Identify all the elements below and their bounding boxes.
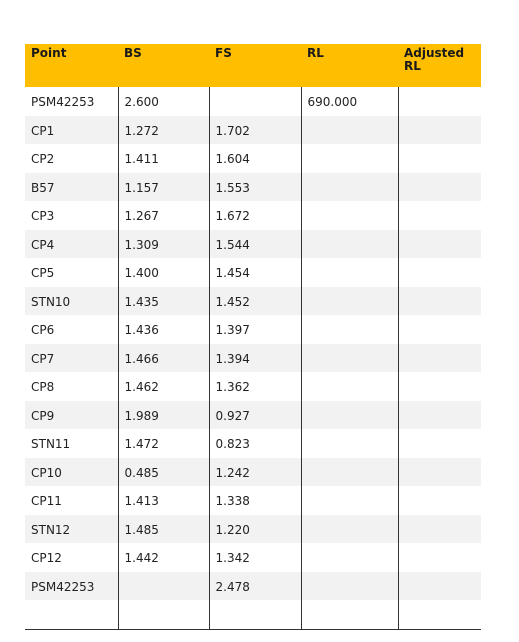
cell-rl	[301, 543, 398, 572]
cell-point: CP10	[25, 458, 118, 487]
cell-bs	[118, 600, 209, 629]
cell-point: CP5	[31, 266, 55, 281]
cell-bs: 1.267	[118, 201, 209, 230]
table-body	[25, 87, 481, 629]
cell-adjusted-rl	[398, 372, 481, 401]
cell-point: CP4	[25, 230, 118, 259]
cell-bs: 2.600	[118, 87, 209, 116]
table-row	[25, 230, 481, 259]
table-row	[25, 201, 481, 230]
cell-fs: 1.362	[209, 372, 301, 401]
cell-bs: 1.411	[118, 144, 209, 173]
cell-fs: 1.553	[209, 173, 301, 202]
header-adjusted-rl: Adjusted RL	[398, 44, 481, 87]
table-row	[25, 543, 481, 572]
cell-point	[25, 600, 118, 629]
cell-adjusted-rl	[398, 515, 481, 544]
cell-fs: 1.544	[209, 230, 301, 259]
cell-adjusted-rl	[398, 543, 481, 572]
table-row	[25, 515, 481, 544]
table-row	[25, 572, 481, 601]
cell-point: CP12	[31, 551, 62, 566]
cell-fs: 1.342	[209, 543, 301, 572]
cell-point: CP2	[31, 152, 55, 167]
cell-fs: 1.397	[209, 315, 301, 344]
cell-point: CP6	[31, 323, 55, 338]
cell-rl	[301, 401, 398, 430]
table-row	[25, 144, 481, 173]
header-rl: RL	[301, 44, 398, 87]
cell-adjusted-rl	[398, 144, 481, 173]
table-row	[25, 116, 481, 145]
cell-point: CP1	[25, 116, 118, 145]
cell-bs: 1.400	[118, 258, 209, 287]
cell-rl	[301, 201, 398, 230]
cell-bs: 1.472	[118, 429, 209, 458]
cell-fs: 1.242	[209, 458, 301, 487]
cell-rl	[301, 486, 398, 515]
cell-fs: 1.672	[209, 201, 301, 230]
cell-point: CP8	[31, 380, 55, 395]
cell-rl	[301, 144, 398, 173]
cell-adjusted-rl	[398, 287, 481, 316]
cell-fs: 0.823	[209, 429, 301, 458]
cell-bs: 1.272	[118, 116, 209, 145]
header-bs: BS	[118, 44, 209, 87]
table-row	[25, 258, 481, 287]
table-row	[25, 401, 481, 430]
cell-adjusted-rl	[398, 201, 481, 230]
cell-point: PSM42253	[31, 95, 95, 110]
cell-point: PSM42253	[25, 572, 118, 601]
cell-rl	[301, 116, 398, 145]
cell-rl	[301, 572, 398, 601]
table-row	[25, 600, 481, 629]
cell-bs: 1.442	[118, 543, 209, 572]
table-row	[25, 87, 481, 116]
cell-adjusted-rl	[398, 429, 481, 458]
cell-fs: 1.220	[209, 515, 301, 544]
cell-bs: 1.466	[118, 344, 209, 373]
cell-rl	[301, 287, 398, 316]
table-row	[25, 458, 481, 487]
cell-point: CP7	[25, 344, 118, 373]
cell-adjusted-rl	[398, 344, 481, 373]
table-row	[25, 315, 481, 344]
cell-fs: 1.338	[209, 486, 301, 515]
header-point: Point	[25, 44, 118, 87]
cell-adjusted-rl	[398, 486, 481, 515]
cell-bs: 1.309	[118, 230, 209, 259]
cell-adjusted-rl	[398, 116, 481, 145]
cell-fs: 1.394	[209, 344, 301, 373]
table-row	[25, 287, 481, 316]
cell-point: CP11	[31, 494, 62, 509]
cell-rl	[301, 173, 398, 202]
cell-adjusted-rl	[398, 230, 481, 259]
cell-adjusted-rl	[398, 315, 481, 344]
cell-rl	[301, 600, 398, 629]
cell-adjusted-rl	[398, 600, 481, 629]
header-fs: FS	[209, 44, 301, 87]
cell-bs: 1.435	[118, 287, 209, 316]
cell-rl	[301, 344, 398, 373]
levelling-table-container	[25, 44, 481, 630]
cell-rl	[301, 230, 398, 259]
cell-bs: 1.462	[118, 372, 209, 401]
header-row	[25, 44, 481, 87]
cell-bs: 1.157	[118, 173, 209, 202]
cell-fs: 1.702	[209, 116, 301, 145]
cell-rl	[301, 429, 398, 458]
table-row	[25, 429, 481, 458]
cell-fs: 1.452	[209, 287, 301, 316]
cell-adjusted-rl	[398, 173, 481, 202]
cell-rl	[301, 515, 398, 544]
cell-point: STN11	[31, 437, 71, 452]
cell-adjusted-rl	[398, 87, 481, 116]
cell-bs: 1.485	[118, 515, 209, 544]
cell-rl	[301, 458, 398, 487]
cell-point: STN12	[25, 515, 118, 544]
cell-fs: 0.927	[209, 401, 301, 430]
cell-bs: 1.989	[118, 401, 209, 430]
levelling-table	[25, 44, 481, 630]
cell-adjusted-rl	[398, 458, 481, 487]
cell-fs	[209, 600, 301, 629]
cell-point: B57	[25, 173, 118, 202]
table-row	[25, 372, 481, 401]
cell-bs: 1.413	[118, 486, 209, 515]
cell-rl	[301, 258, 398, 287]
cell-point: CP3	[31, 209, 55, 224]
table-row	[25, 486, 481, 515]
table-row	[25, 173, 481, 202]
cell-fs: 1.604	[209, 144, 301, 173]
cell-rl	[301, 315, 398, 344]
cell-bs	[118, 572, 209, 601]
cell-point: STN10	[25, 287, 118, 316]
cell-adjusted-rl	[398, 572, 481, 601]
cell-bs: 1.436	[118, 315, 209, 344]
cell-point: CP9	[25, 401, 118, 430]
cell-adjusted-rl	[398, 401, 481, 430]
table-row	[25, 344, 481, 373]
cell-rl	[301, 372, 398, 401]
cell-rl: 690.000	[301, 87, 398, 116]
cell-fs: 1.454	[209, 258, 301, 287]
cell-fs: 2.478	[209, 572, 301, 601]
cell-bs: 0.485	[118, 458, 209, 487]
table-header	[25, 44, 481, 87]
cell-fs	[209, 87, 301, 116]
cell-adjusted-rl	[398, 258, 481, 287]
